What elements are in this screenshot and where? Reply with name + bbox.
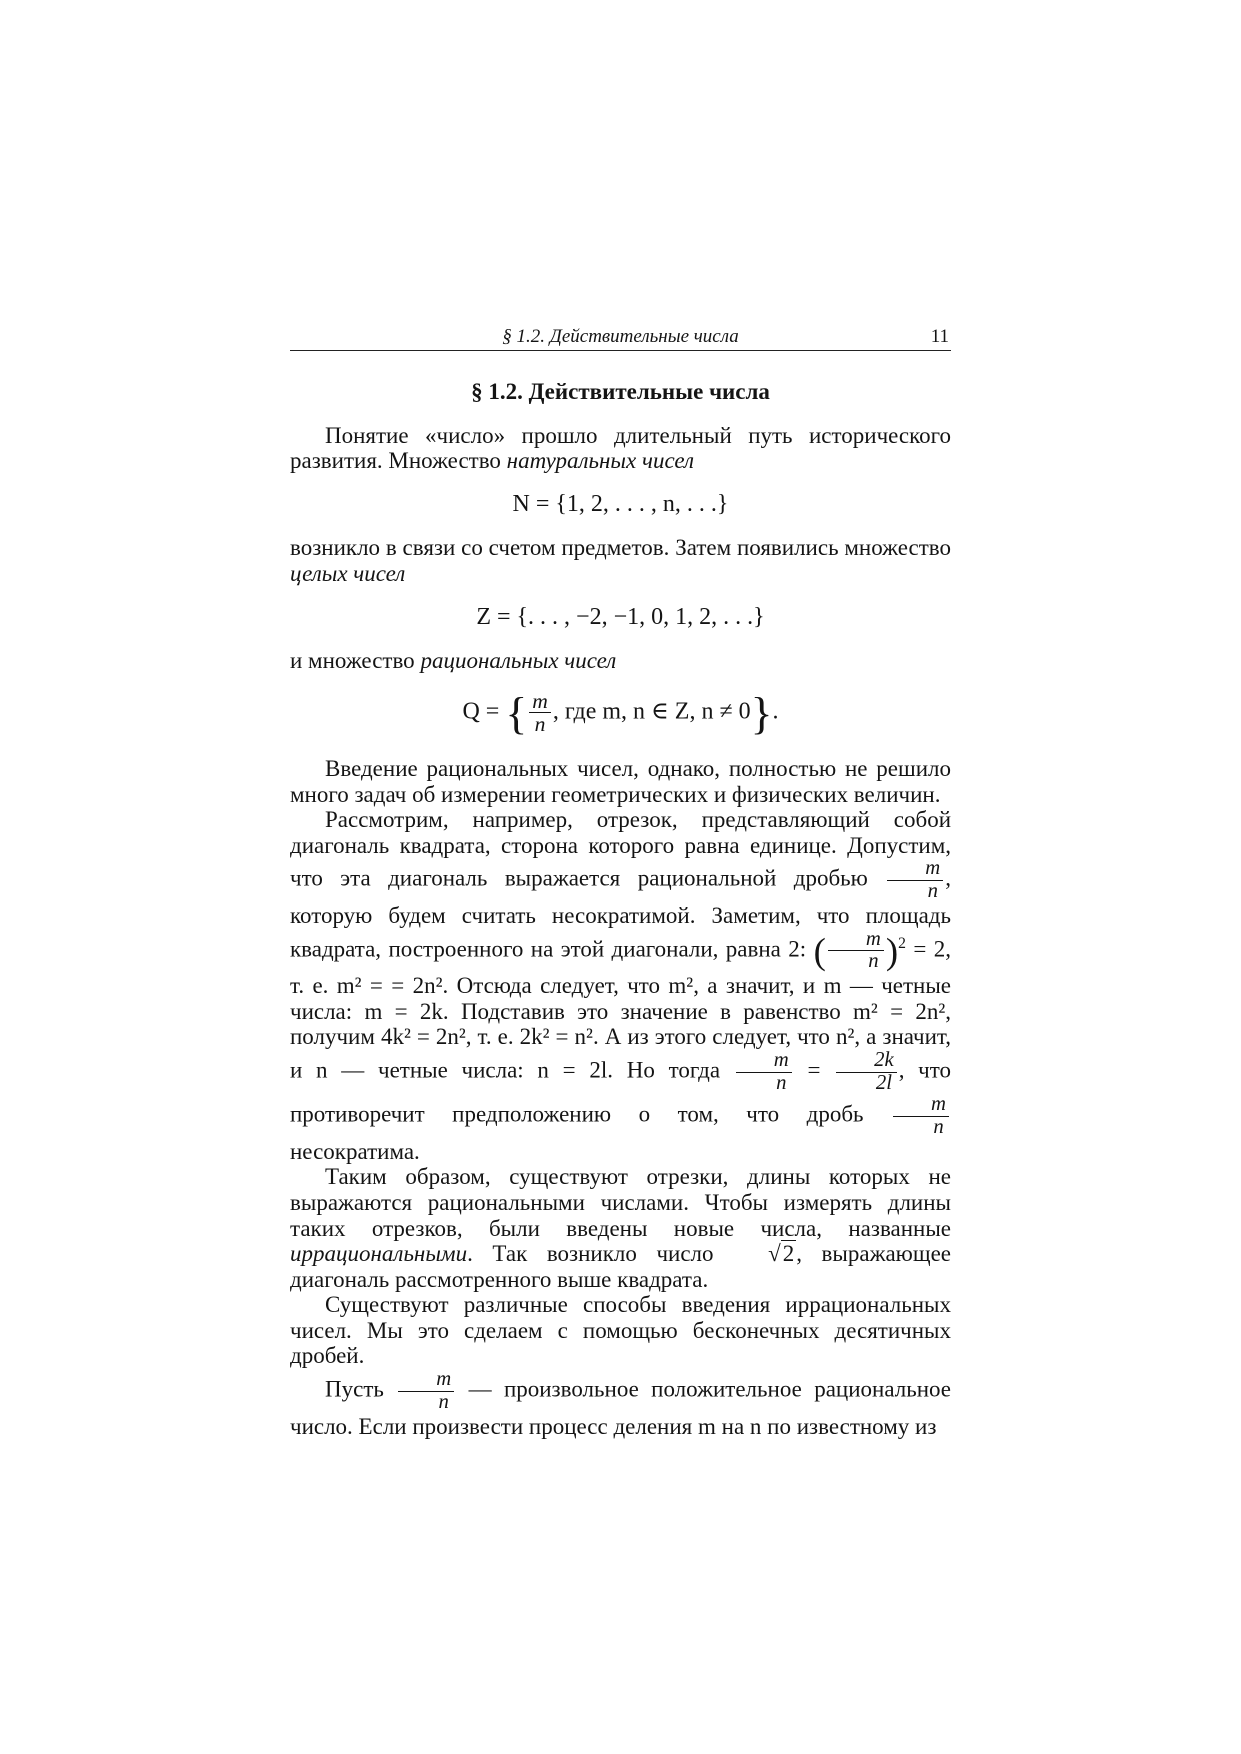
running-title: § 1.2. Действительные числа	[502, 326, 739, 347]
fraction-m-n-inline-1	[887, 858, 943, 902]
fraction-denominator: n	[776, 1071, 787, 1094]
paragraph-2	[290, 535, 951, 586]
paragraph-5-text-d: =	[793, 1057, 835, 1083]
paragraph-3-text: и множество	[290, 648, 421, 674]
equation-naturals: N = {1, 2, . . . , n, . . .}	[512, 490, 729, 517]
sqrt-2: √2	[768, 1241, 795, 1267]
paragraph-2-text: возникло в связи со счетом предметов. Затем появились множество	[290, 535, 951, 561]
fraction-denominator: n	[534, 712, 546, 737]
paragraph-8-text-a: Пусть	[325, 1376, 397, 1402]
term-rationals: рациональных чисел	[420, 648, 617, 674]
paragraph-3	[290, 648, 951, 674]
paragraph-5-text-e: , что противоречит предположению о том, что дробь	[290, 1057, 951, 1127]
fraction-denominator: 2l	[875, 1071, 892, 1094]
paragraph-6-text-a: Таким образом, существуют отрезки, длины которых не выражаются рациональными числами. Чтобы измерять длины таких отрезков, были введены новые числа, названные	[290, 1164, 951, 1241]
equation-rationals	[290, 687, 951, 739]
equation-rationals-condition: , где m, n ∈ Z, n ≠ 0	[552, 698, 751, 725]
page-number: 11	[930, 326, 949, 347]
equation-integers: Z = {. . . , −2, −1, 0, 1, 2, . . .}	[476, 603, 765, 630]
exponent-2: 2	[898, 934, 906, 952]
paragraph-6	[290, 1164, 951, 1292]
paragraph-5-text-b: , которую будем считать несократимой. Заметим, что площадь квадрата, построенного на этой диагонали, равна 2:	[290, 865, 951, 962]
term-integers: целых чисел	[290, 560, 406, 586]
fraction-numerator: m	[736, 1050, 792, 1073]
paragraph-5-text-c: = 2, т. е. m² = = 2n². Отсюда следует, что m², а значит, и m — четные числа: m = 2k. Подставив это значение в равенство m² = 2n², получим 4k² = 2n², т. е. 2k² = n². А из этого следует, что n², а значит, и n — четные числа: n = 2l. Но тогда	[290, 936, 951, 1083]
paragraph-4: Введение рациональных чисел, однако, полностью не решило много задач об измерении геометрических и физических величин.	[290, 756, 951, 807]
paragraph-8	[290, 1369, 951, 1439]
paragraph-1	[290, 423, 951, 474]
paragraph-6-text-c: . Так возникло число	[467, 1241, 734, 1267]
fraction-m-n-squared	[828, 929, 884, 973]
term-natural-numbers: натуральных чисел	[506, 448, 695, 474]
fraction-m-n-inline-4	[398, 1369, 454, 1413]
paragraph-5	[290, 807, 951, 1164]
term-irrationals: иррациональными	[290, 1241, 468, 1267]
paragraph-5-text-a: Рассмотрим, например, отрезок, представляющий собой диагональ квадрата, сторона которого равна единице. Допустим, что эта диагональ выражается рациональной дробью	[290, 807, 951, 891]
fraction-denominator: n	[868, 950, 879, 973]
running-header	[290, 322, 951, 351]
right-paren: )	[885, 929, 899, 971]
equation-rationals-lhs: Q =	[462, 698, 500, 725]
fraction-denominator: n	[438, 1390, 449, 1413]
paragraph-6-text-d: , выражающее диагональ рассмотренного выше квадрата.	[290, 1241, 951, 1292]
left-paren: (	[813, 929, 826, 971]
fraction-denominator: n	[933, 1115, 944, 1138]
paragraph-7: Существуют различные способы введения иррациональных чисел. Мы это сделаем с помощью бесконечных десятичных дробей.	[290, 1292, 951, 1369]
fraction-numerator: m	[398, 1369, 454, 1392]
fraction-numerator: m	[529, 690, 551, 714]
equation-rationals-end: .	[772, 698, 779, 725]
paragraph-1-text: Понятие «число» прошло длительный путь исторического развития. Множество	[290, 422, 951, 474]
paragraph-8-text-b: — произвольное положительное рациональное число. Если произвести процесс деления m на n по известному из	[290, 1376, 951, 1439]
fraction-m-n-inline-3	[893, 1094, 949, 1138]
fraction-2k-2l	[836, 1050, 897, 1094]
fraction-denominator: n	[927, 880, 938, 903]
fraction-numerator: m	[887, 858, 943, 881]
right-brace: }	[750, 687, 773, 739]
fraction-numerator: 2k	[836, 1050, 897, 1073]
sqrt-argument: 2	[782, 1241, 795, 1267]
left-brace: {	[505, 687, 528, 739]
fraction-numerator: m	[893, 1094, 949, 1117]
page	[290, 322, 951, 1439]
paragraph-5-text-f: несократима.	[290, 1138, 420, 1164]
fraction-m-n-inline-2	[736, 1050, 792, 1094]
fraction-numerator: m	[828, 929, 884, 952]
fraction-m-n	[529, 690, 551, 736]
section-title: § 1.2. Действительные числа	[471, 379, 770, 404]
